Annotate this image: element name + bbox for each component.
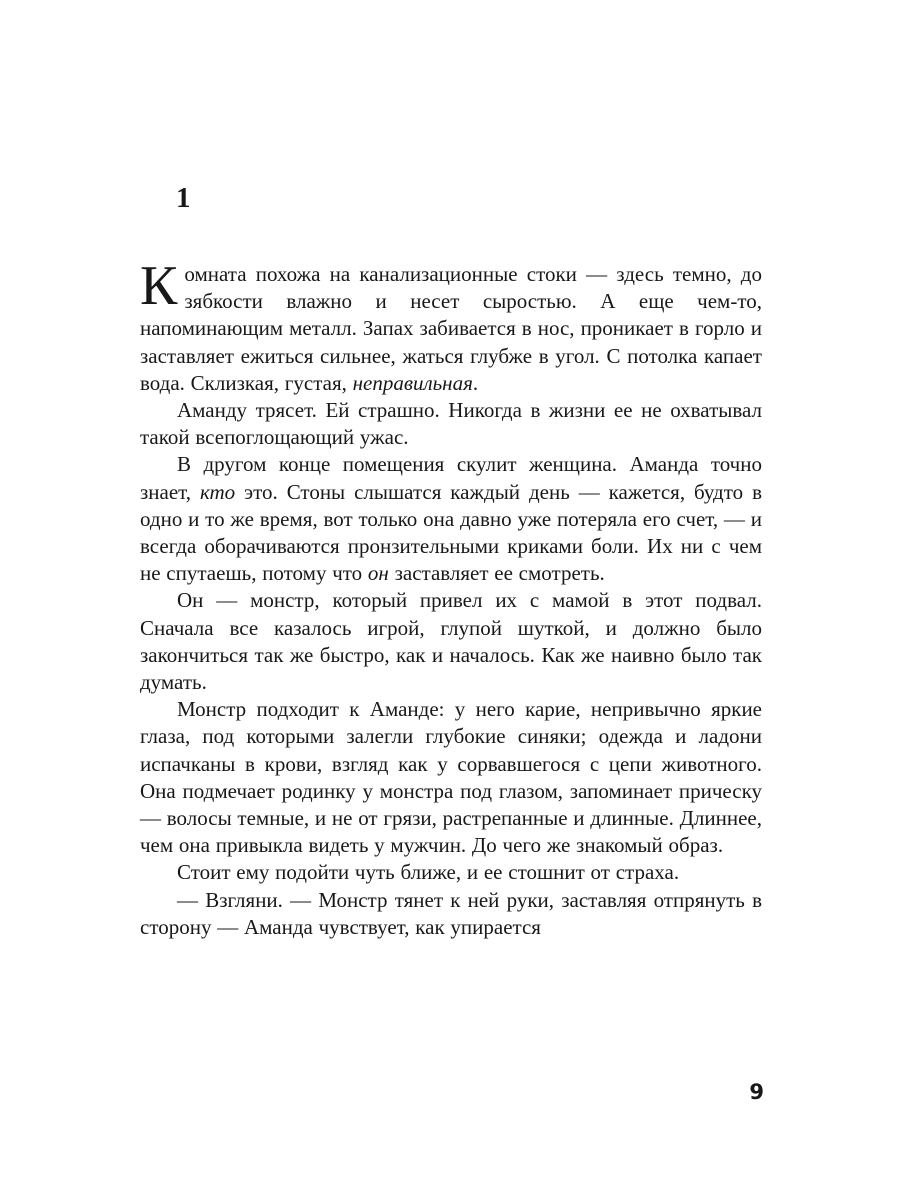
emphasis-text: неправильная [352,370,473,395]
text-segment: заставляет ее смотреть. [388,561,605,586]
text-segment: Аманду трясет. Ей страшно. Никогда в жизни ее не охватывал такой всепоглощающий ужас. [140,398,762,450]
paragraph [140,451,762,587]
text-segment: В другом конце помещения скулит женщина. Аманда точно знает, [140,452,762,504]
paragraph [140,397,762,451]
text-segment: — Взгляни. — Монстр тянет к ней руки, заставляя отпрянуть в сторону — Аманда чувствует, как упирается [140,887,762,939]
page-text [140,255,762,941]
paragraph [140,696,762,859]
paragraph [140,255,762,397]
paragraph [140,887,762,941]
chapter-number: 1 [176,182,191,214]
text-segment: . [472,370,479,395]
text-segment: это. Стоны слышатся каждый день — кажется, будто в одно и то же время, вот только она давно уже потеряла его счет, — и всегда оборачиваются пронзительными криками боли. Их ни с чем не спутаешь, потому что [140,479,762,586]
paragraph [140,587,762,696]
text-segment: омната похожа на канализационные стоки — здесь темно, до зябкости влажно и несет сыростью. А еще чем-то, напоминающим металл. Запах забивается в нос, проникает в горло и заставляет ежиться сильнее, жаться глубже в угол. С потолка капает вода. Склизкая, густая, [140,262,762,395]
emphasis-text: кто [199,479,236,504]
text-segment: Стоит ему подойти чуть ближе, и ее стошнит от страха. [177,860,680,885]
paragraph [140,859,762,886]
text-segment: Он — монстр, который привел их с мамой в этот подвал. Сначала все казалось игрой, глупой шуткой, и должно было закончиться так же быстро, как и началось. Как же наивно было так думать. [140,588,762,695]
emphasis-text: он [367,561,389,586]
text-segment: Монстр подходит к Аманде: у него карие, непривычно яркие глаза, под которыми залегли глубокие синяки; одежда и ладони испачканы в крови, взгляд как у сорвавшегося с цепи животного. Она подмечает родинку у монстра под глазом, запоминает прическу — волосы темные, и не от грязи, растрепанные и длинные. Длиннее, чем она привыкла видеть у мужчин. До чего же знакомый образ. [140,697,762,858]
page-number: 9 [749,1080,764,1104]
text-block [140,182,762,941]
drop-cap: К [140,255,178,317]
